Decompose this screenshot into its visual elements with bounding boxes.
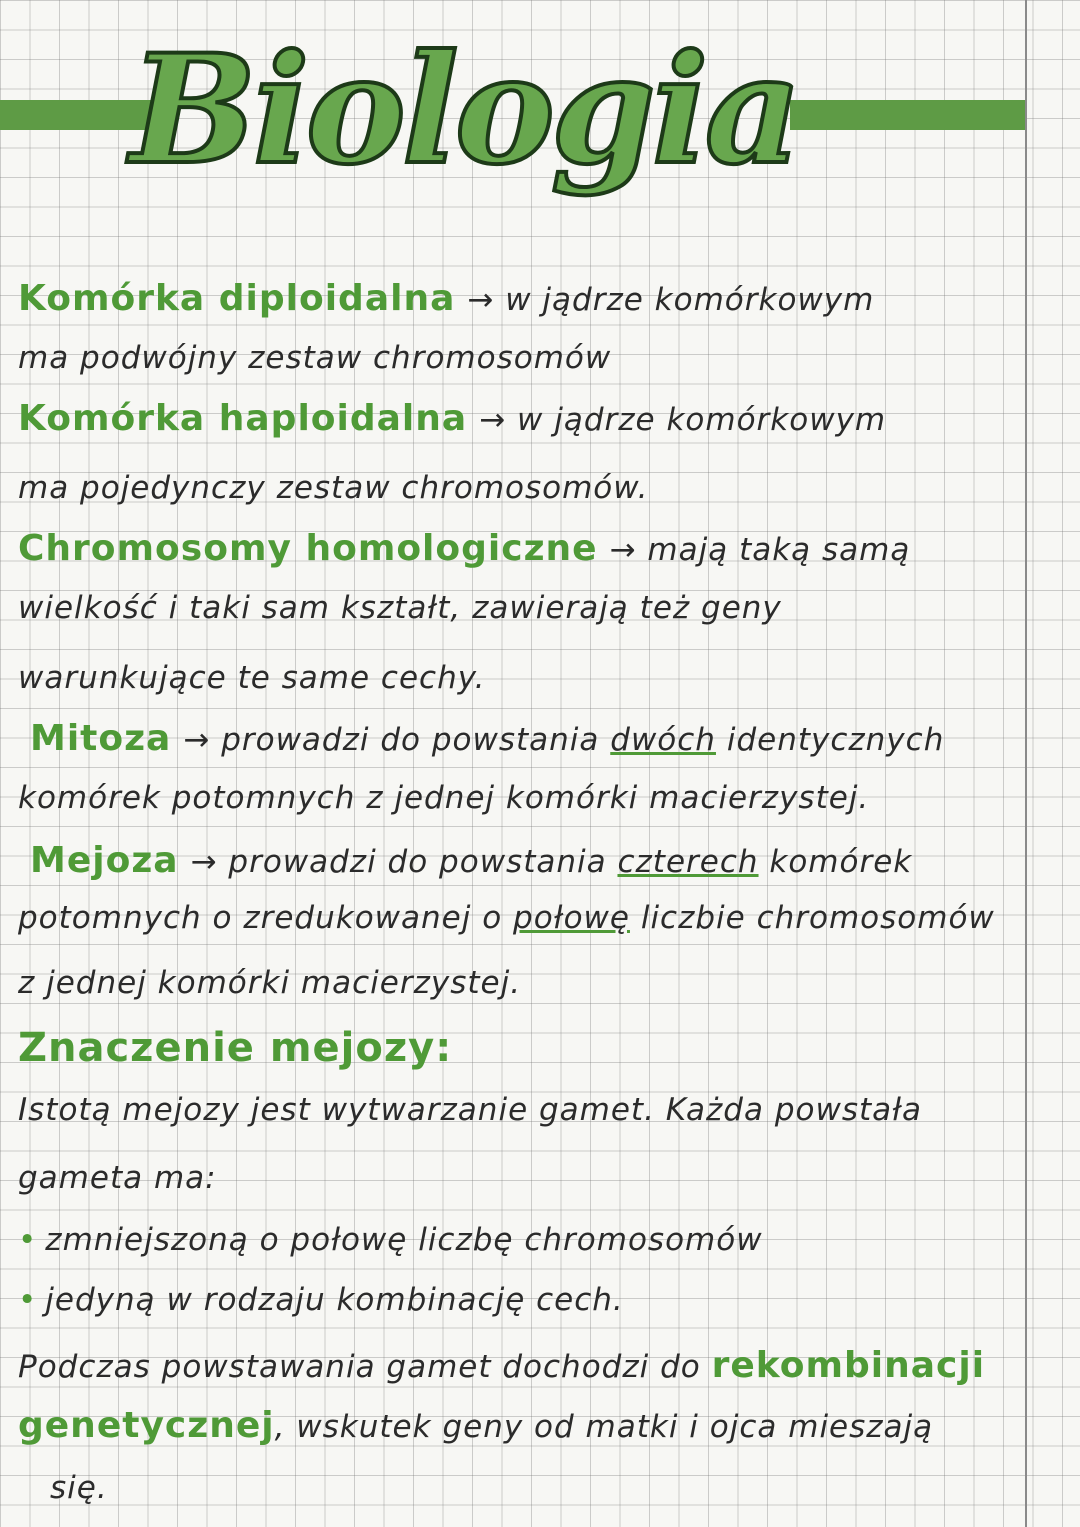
line-text: ma pojedynczy zestaw chromosomów. [18, 470, 649, 506]
term: Komórka diploidalna [18, 278, 456, 319]
term: Mejoza [30, 840, 179, 881]
note-line [18, 1405, 933, 1446]
underlined-word: połowę [513, 900, 630, 936]
line-text: potomnych o zredukowanej o [18, 900, 503, 936]
note-line [30, 718, 944, 759]
line-text: identycznych [726, 722, 945, 758]
note-line [50, 1470, 108, 1506]
bullet-item [18, 1222, 763, 1258]
term: Znaczenie mejozy: [18, 1025, 453, 1071]
title-bar-right [790, 100, 1025, 130]
note-line [18, 470, 649, 506]
note-line [18, 340, 611, 376]
note-line [18, 590, 782, 626]
line-text: → prowadzi do powstania [183, 722, 600, 758]
line-text: warunkujące te same cechy. [18, 660, 486, 696]
note-line [18, 1160, 217, 1196]
line-text: → w jądrze komórkowym [479, 402, 887, 438]
line-text: ma podwójny zestaw chromosomów [18, 340, 612, 376]
line-text: , wskutek geny od matki i ojca mieszają [274, 1409, 934, 1445]
line-text: z jednej komórki macierzystej. [18, 965, 522, 1001]
line-text: zmniejszoną o połowę liczbę chromosomów [45, 1222, 763, 1258]
line-text: gameta ma: [18, 1160, 217, 1196]
line-text: liczbie chromosomów [640, 900, 995, 936]
line-text: komórek potomnych z jednej komórki macierzystej. [18, 780, 870, 816]
note-line [18, 1092, 922, 1128]
note-line [18, 398, 886, 439]
term: genetycznej [18, 1405, 275, 1446]
page-margin-line [1025, 0, 1027, 1527]
line-text: komórek [769, 844, 913, 880]
page-title: Biologia [130, 22, 798, 198]
line-text: jedyną w rodzaju kombinację cech. [45, 1282, 624, 1318]
section-heading [18, 1025, 464, 1071]
term: rekombinacji [711, 1345, 986, 1386]
term: Chromosomy homologiczne [18, 528, 598, 569]
term: Mitoza [30, 718, 172, 759]
underlined-word: dwóch [610, 722, 716, 758]
bullet-icon: • [18, 1282, 38, 1318]
note-line [30, 840, 912, 881]
note-line [18, 1345, 997, 1386]
note-line [18, 965, 521, 1001]
note-line [18, 780, 869, 816]
line-text: Podczas powstawania gamet dochodzi do [18, 1349, 701, 1385]
note-line [18, 900, 995, 936]
underlined-word: czterech [617, 844, 759, 880]
line-text: → mają taką samą [609, 532, 911, 568]
line-text: → w jądrze komórkowym [467, 282, 875, 318]
bullet-item [18, 1282, 624, 1318]
line-text: się. [50, 1470, 108, 1506]
note-line [18, 278, 874, 319]
term: Komórka haploidalna [18, 398, 468, 439]
line-text: Istotą mejozy jest wytwarzanie gamet. Każda powstała [18, 1092, 923, 1128]
line-text: wielkość i taki sam kształt, zawierają też geny [18, 590, 782, 626]
bullet-icon: • [18, 1222, 38, 1258]
note-line [18, 660, 486, 696]
note-line [18, 528, 910, 569]
line-text: → prowadzi do powstania [190, 844, 607, 880]
